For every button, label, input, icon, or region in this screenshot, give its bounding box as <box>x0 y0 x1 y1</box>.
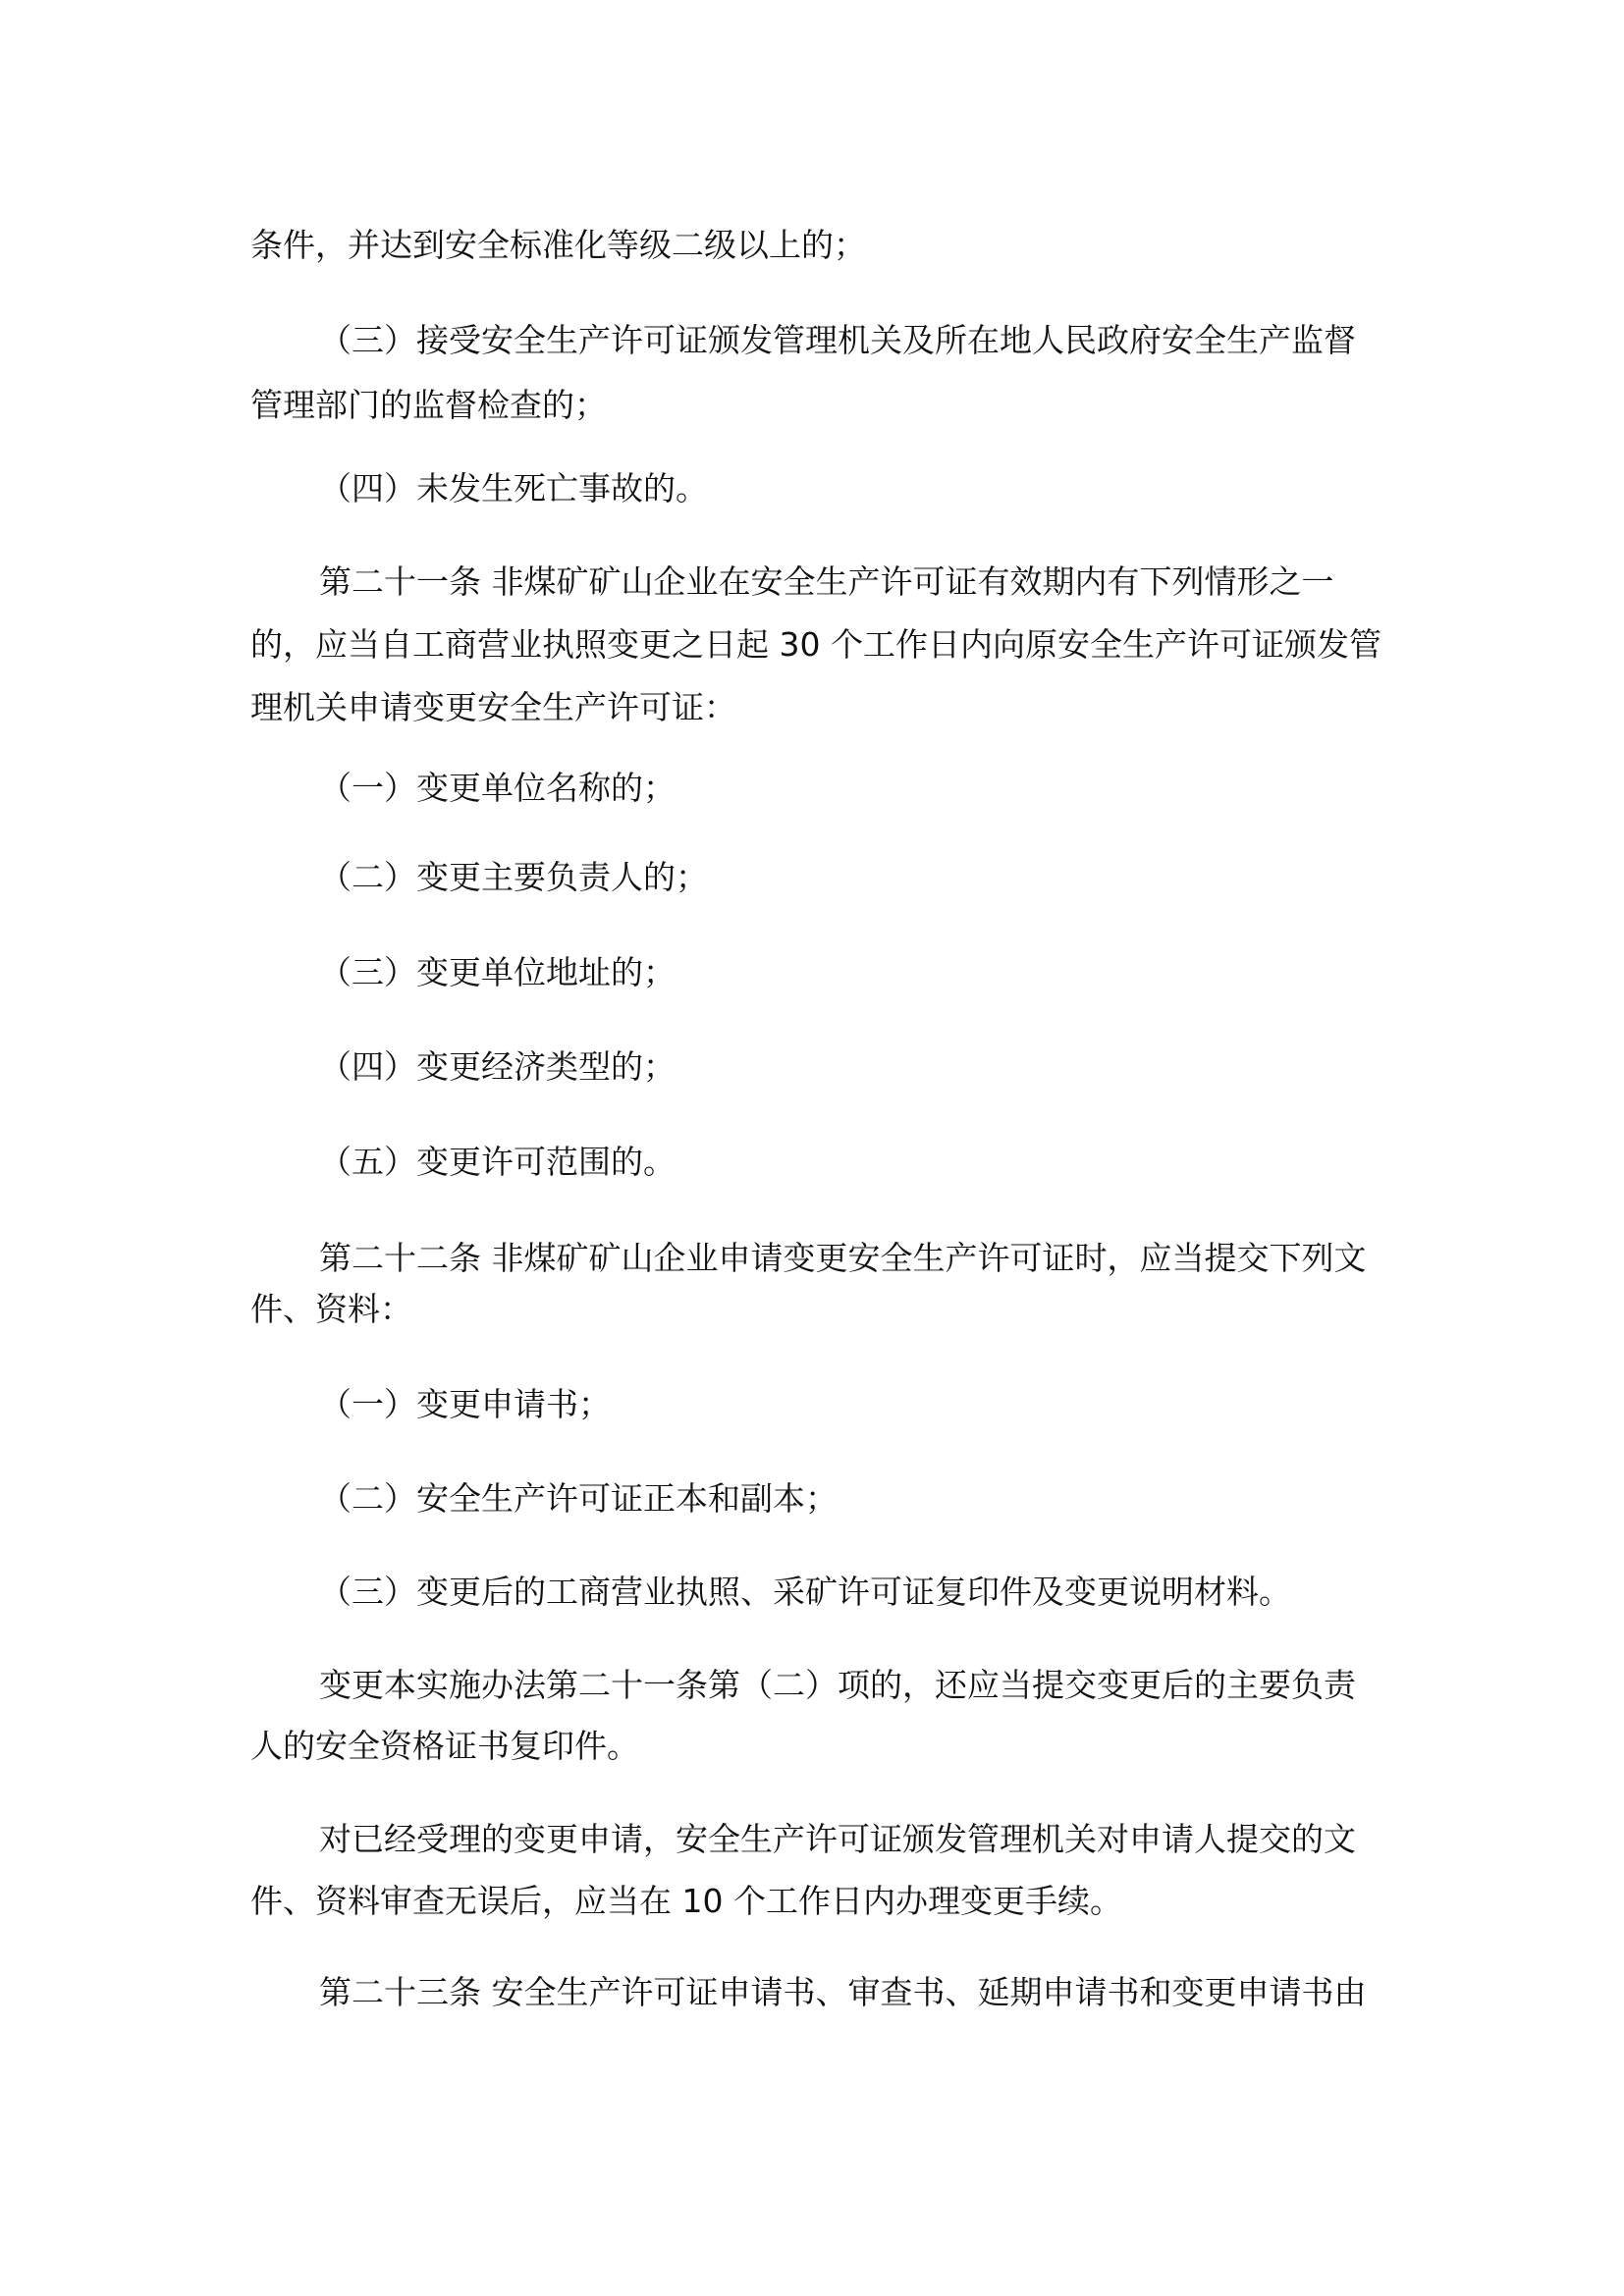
text-line: （一）变更单位名称的； <box>319 769 676 807</box>
text-line: 对已经受理的变更申请，安全生产许可证颁发管理机关对申请人提交的文 <box>319 1820 1356 1858</box>
text-line: （四）变更经济类型的； <box>319 1047 676 1086</box>
text-line: 第二十一条 非煤矿矿山企业在安全生产许可证有效期内有下列情形之一 <box>319 562 1334 601</box>
text-line: （二）安全生产许可证正本和副本； <box>319 1479 838 1518</box>
text-line: 变更本实施办法第二十一条第（二）项的，还应当提交变更后的主要负责 <box>319 1666 1356 1704</box>
text-line: （三）变更单位地址的； <box>319 953 676 991</box>
text-line: 第二十三条 安全生产许可证申请书、审查书、延期申请书和变更申请书由 <box>319 1973 1367 2011</box>
text-line: 条件，并达到安全标准化等级二级以上的； <box>250 226 866 264</box>
text-line: 件、资料： <box>250 1290 412 1328</box>
text-line: 件、资料审查无误后，应当在 10 个工作日内办理变更手续。 <box>250 1882 1122 1920</box>
text-line: 的，应当自工商营业执照变更之日起 30 个工作日内向原安全生产许可证颁发管 <box>250 625 1381 664</box>
text-line: 第二十二条 非煤矿矿山企业申请变更安全生产许可证时，应当提交下列文 <box>319 1239 1367 1277</box>
text-line: 理机关申请变更安全生产许可证： <box>250 688 736 726</box>
text-line: （四）未发生死亡事故的。 <box>319 469 708 507</box>
text-line: （三）变更后的工商营业执照、采矿许可证复印件及变更说明材料。 <box>319 1573 1291 1611</box>
text-line: （三）接受安全生产许可证颁发管理机关及所在地人民政府安全生产监督 <box>319 321 1356 359</box>
text-line: 管理部门的监督检查的； <box>250 386 607 424</box>
text-line: （一）变更申请书； <box>319 1385 611 1423</box>
text-line: （二）变更主要负责人的； <box>319 858 708 896</box>
text-line: 人的安全资格证书复印件。 <box>250 1727 639 1765</box>
text-line: （五）变更许可范围的。 <box>319 1143 676 1181</box>
